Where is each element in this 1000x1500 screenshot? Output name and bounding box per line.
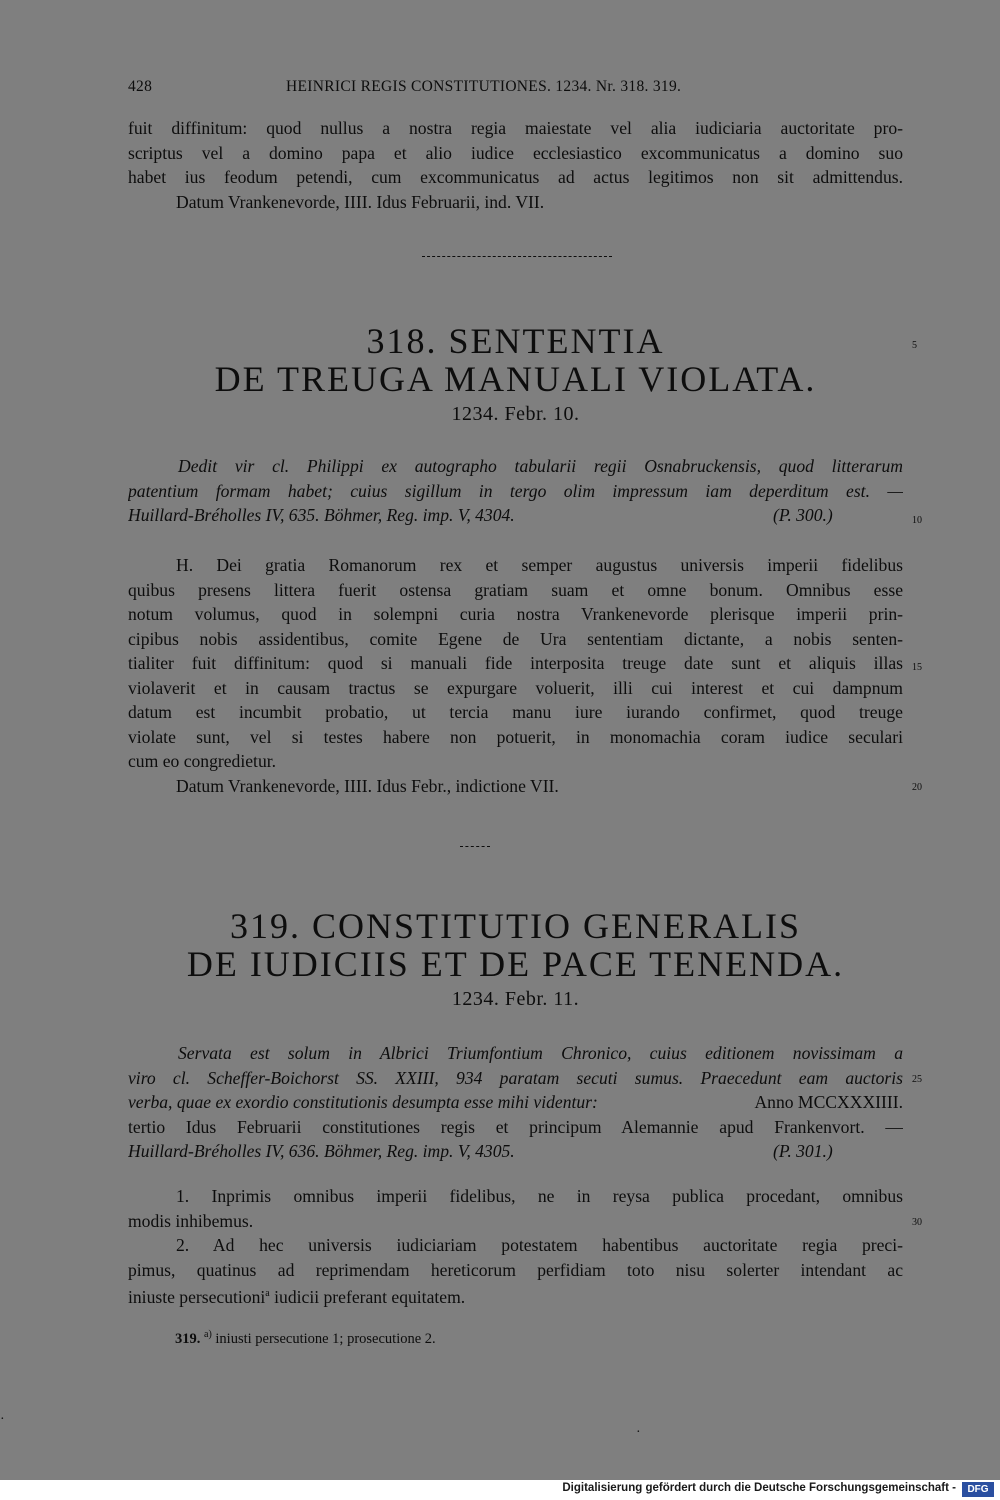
running-header [128, 78, 903, 100]
text-line: habet ius feodum petendi, cum excommunicatus ad actus legitimos non sit admittendus. [128, 167, 903, 187]
text-fragment: iudicii preferant equitatem. [269, 1286, 466, 1307]
doc319-source-note [128, 1041, 903, 1164]
source-line [128, 503, 903, 528]
source-p-ref: (P. 300.) [773, 505, 833, 525]
running-title: HEINRICI REGIS CONSTITUTIONES. 1234. Nr. 318. 319. [286, 78, 682, 95]
line-number: 25 [912, 1074, 922, 1085]
source-line: patentium formam habet; cuius sigillum in tergo olim impressum iam deperditum est. — [128, 480, 903, 501]
text-line: H. Dei gratia Romanorum rex et semper augustus universis imperii fidelibus [176, 555, 903, 575]
text-line: 2. Ad hec universis iudiciariam potestatem habentibus auctoritate regia preci- [176, 1235, 903, 1255]
source-p-ref: (P. 301.) [773, 1141, 833, 1161]
footnote-ref: 319. [175, 1330, 201, 1347]
section-separator [422, 256, 612, 257]
source-citation: Huillard-Bréholles IV, 636. Böhmer, Reg. imp. V, 4305. [128, 1141, 515, 1161]
text-line: scriptus vel a domino papa et alio iudice ecclesiastico excommunicatus a domino suo [128, 142, 903, 163]
line-number: 20 [912, 782, 922, 793]
text-line [128, 1282, 903, 1307]
text-line: notum volumus, quod in solempni curia nostra Vrankenevorde plerisque imperii prin- [128, 604, 903, 624]
doc319-date: 1234. Febr. 11. [451, 988, 580, 1010]
footnote-mark: a) [204, 1329, 212, 1340]
doc318-text [128, 553, 903, 798]
footnote [175, 1329, 436, 1348]
text-line: quibus presens littera fuerit ostensa gratiam suam et omne bonum. Omnibus esse [128, 579, 903, 600]
doc318-source-note [128, 454, 903, 528]
intro-text [128, 116, 903, 214]
dfg-logo: DFG [962, 1482, 994, 1497]
footnote-text: iniusti persecutione 1; prosecutione 2. [211, 1330, 436, 1347]
text-line: fuit diffinitum: quod nullus a nostra regia maiestate vel alia iudiciaria auctoritate pro- [128, 118, 903, 138]
text-line: datum est incumbit probatio, ut tercia manu iure iurando confirmet, quod treuge [128, 702, 903, 722]
footer-bar [0, 1480, 1000, 1500]
text-line: cipibus nobis assidentibus, comite Egene de Ura sententiam dictante, a nobis senten- [128, 628, 903, 649]
source-line: tertio Idus Februarii constitutiones regis et principum Alemannie apud Frankenvort. — [128, 1116, 903, 1137]
doc319-title-line1: 319. CONSTITUTIO GENERALIS [230, 906, 801, 946]
doc318-title-line1: 318. SENTENTIA [366, 321, 665, 361]
scan-speck: · [636, 1425, 641, 1440]
text-fragment: iniuste persecutioni [128, 1286, 266, 1307]
source-line: viro cl. Scheffer-Boichorst SS. XXIII, 934 paratam secuti sumus. Praecedunt eam auctoris [128, 1067, 903, 1088]
doc319-title-line2: DE IUDICIIS ET DE PACE TENENDA. [186, 944, 845, 984]
doc318-title-line2: DE TREUGA MANUALI VIOLATA. [214, 359, 817, 399]
text-line: tialiter fuit diffinitum: quod si manuali fide interposita treuge date sunt et aliquis illas [128, 653, 903, 673]
line-number: 5 [912, 340, 917, 351]
text-line: violate sunt, vel si testes habere non potuerit, in monomachia coram iudice seculari [128, 726, 903, 747]
text-line: pimus, quatinus ad reprimendam hereticorum perfidiam toto nisu solerter intendant ac [128, 1259, 903, 1280]
line-number: 10 [912, 515, 922, 526]
source-text: verba, quae ex exordio constitutionis desumpta esse mihi videntur: [128, 1092, 598, 1112]
source-line [128, 1139, 903, 1164]
footer-credit: Digitalisierung gefördert durch die Deutsche Forschungsgemeinschaft - [562, 1482, 956, 1494]
footnote-marker: a [265, 1288, 270, 1299]
doc318-date: 1234. Febr. 10. [451, 403, 580, 425]
source-line: Servata est solum in Albrici Triumfontium Chronico, cuius editionem novissimam a [178, 1043, 903, 1063]
text-line: violaverit et in causam tractus se expurgare voluerit, illi cui interest et cui dampnum [128, 677, 903, 698]
datum-line: Datum Vrankenevorde, IIII. Idus Febr., indictione VII. [176, 775, 559, 796]
source-line [128, 1090, 903, 1115]
doc319-text [128, 1184, 903, 1307]
text-line: 1. Inprimis omnibus imperii fidelibus, ne in reysa publica procedant, omnibus [176, 1186, 903, 1206]
source-line: Dedit vir cl. Philippi ex autographo tabularii regii Osnabruckensis, quod litterarum [178, 456, 903, 476]
section-separator [460, 846, 490, 847]
page-number: 428 [128, 78, 153, 95]
line-number: 15 [912, 662, 922, 673]
scan-speck: · [0, 1412, 5, 1427]
source-citation: Huillard-Bréholles IV, 635. Böhmer, Reg. imp. V, 4304. [128, 505, 515, 525]
line-number: 30 [912, 1217, 922, 1228]
text-line: modis inhibemus. [128, 1210, 254, 1231]
datum-line: Datum Vrankenevorde, IIII. Idus Februarii, ind. VII. [176, 191, 545, 212]
source-upright: Anno MCCXXXIIII. [754, 1092, 903, 1112]
text-line: cum eo congredietur. [128, 751, 277, 771]
